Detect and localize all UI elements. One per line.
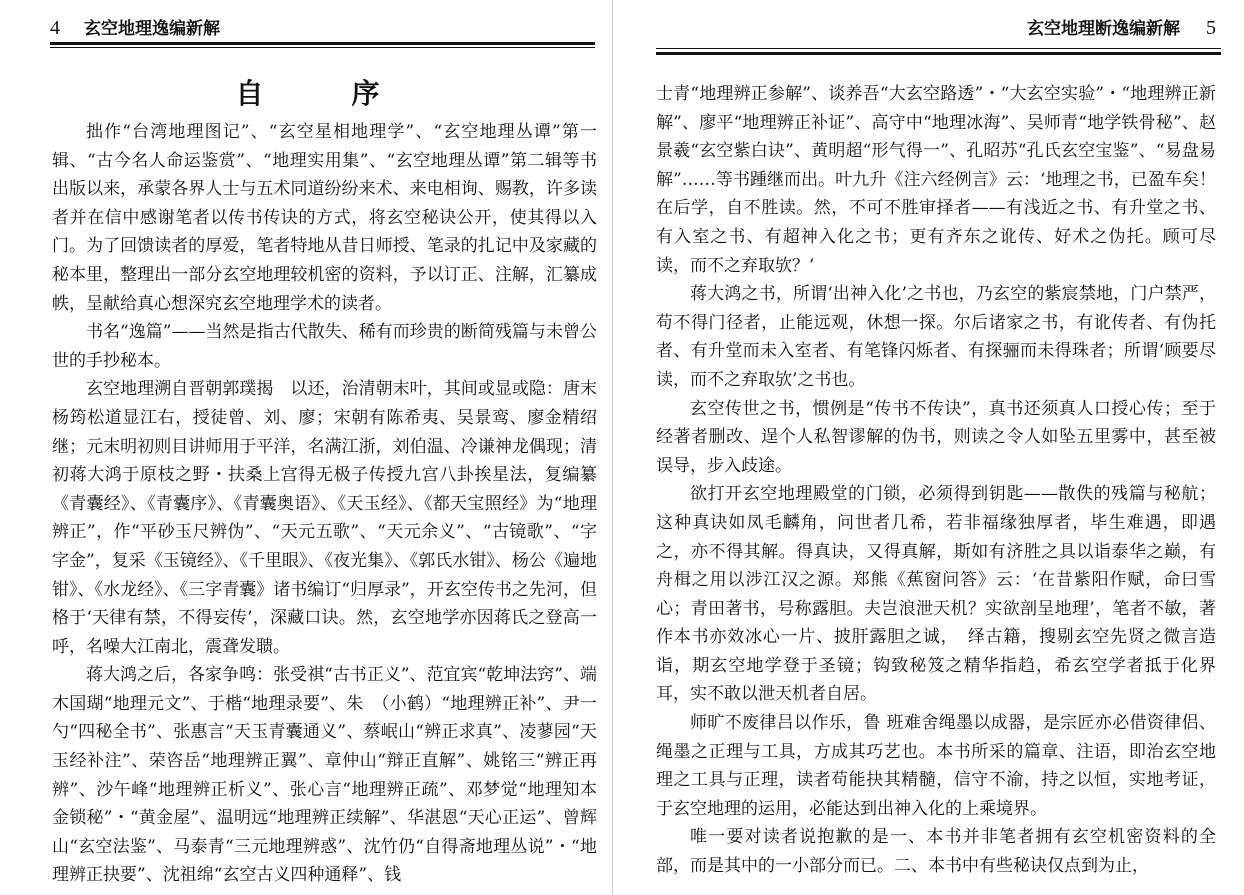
right-page-number: 5 xyxy=(1206,17,1216,39)
right-body-text xyxy=(656,80,1216,881)
right-paragraph-1: 蒋大鸿之书，所谓‘出神入化’之书也，乃玄空的紫宸禁地，门户禁严，苟不得门径者，止能远观，休想一探。尔后诸家之书，有讹传者、有伪托者、有升堂而未入室者、有笔锋闪烁者、有探骊而未得珠者；所谓‘顾要尽读，而不之弃取欤’之书也。 xyxy=(656,284,1216,390)
left-running-head xyxy=(50,14,595,40)
left-paragraph-4: 蒋大鸿之后，各家争鸣：张受祺“古书正义”、范宜宾“乾坤法窍”、端木国瑚“地理元文”、于楷“地理录要”、朱 （小鹤）“地理辨正补”、尹一勺“四秘全书”、张惠言“天玉青囊通义”、蔡岷山“辨正求真”、凌蓼园“天玉经补注”、荣咨岳“地理辨正翼”、章仲山“辩正直解”、姚铭三“辨正再辨”、沙午峰“地理辨正析义”、张心言“地理辨正疏”、邓梦觉“地理知本金锁秘”・“黄金屋”、温明远“地理辨正续解”、华湛恩“天心正运”、曾辉山“玄空法鉴”、马泰青“三元地理辨惑”、沈竹仍“自得斋地理丛说”・“地理辨正抉要”、沈祖绵“玄空古义四种通释”、钱 xyxy=(52,665,597,886)
right-page xyxy=(614,0,1244,895)
right-header-rule-thin xyxy=(656,48,1221,49)
right-running-title: 玄空地理断逸编新解 xyxy=(1027,19,1180,39)
left-page-number: 4 xyxy=(50,17,60,39)
right-header-rule-thick xyxy=(656,52,1221,55)
left-body-text xyxy=(52,118,597,890)
right-paragraph-3: 欲打开玄空地理殿堂的门锁，必须得到钥匙——散佚的残篇与秘航；这种真诀如凤毛麟角，问世者几希，若非福缘独厚者，毕生难遇，即遇之，亦不得其解。得真诀，又得真解，斯如有济胜之具以诣泰华之巅，有舟楫之用以涉江汉之源。郑熊《蕉窗问答》云：‘在昔紫阳作赋，命曰雪心；青田著书，号称露胆。夫岂浪泄天机？实欲剖呈地理’，笔者不敏，著作本书亦效冰心一片、披肝露胆之诚， 绎古籍，搜剔玄空先贤之微言造诣，期玄空地学登于圣镜；钩致秘笈之精华指趋，希玄空学者抵于化界耳，实不敢以泄天机者自居。 xyxy=(656,484,1216,705)
left-paragraph-1: 拙作“台湾地理图记”、“玄空星相地理学”、“玄空地理丛谭”第一辑、“古今名人命运鉴赏”、“地理实用集”、“玄空地理丛谭”第二辑等书出版以来，承蒙各界人士与五术同道纷纷来术、来电相询、赐教，许多读者并在信中感谢笔者以传书传诀的方式，将玄空秘诀公开，使其得以入门。为了回馈读者的厚爱，笔者特地从昔日师授、笔录的扎记中及家藏的秘本里，整理出一部分玄空地理较机密的资料，予以订正、注解，汇纂成帙，呈献给真心想深究玄空地理学术的读者。 xyxy=(52,122,597,314)
right-continuation-paragraph: 士青“地理辨正参解”、谈养吾“大玄空路透”・“大玄空实验”・“地理辨正新解”、廖平“地理辨正补证”、高守中“地理冰海”、吴师青“地学铁骨秘”、赵景羲“玄空紫白诀”、黄明超“形气得一”、孔昭苏“孔氏玄空宝鉴”、“易盘易解”……等书踵继而出。叶九升《注六经例言》云：‘地理之书，已盈车矣！在后学，自不胜读。然，不可不胜审择者——有浅近之书、有升堂之书、有入室之书、有超神入化之书；更有齐东之讹传、好术之伪托。顾可尽读，而不之弃取欤？’ xyxy=(656,84,1216,276)
right-running-head xyxy=(656,14,1216,40)
left-running-title: 玄空地理逸编新解 xyxy=(84,19,220,39)
left-header-rule-thin xyxy=(50,47,595,48)
left-paragraph-3: 玄空地理溯自晋朝郭璞揭 以还，治清朝末叶，其间或显或隐：唐末杨筠松道显江右，授徒曾、刘、廖；宋朝有陈希夷、吴景鸾、廖金精绍继；元末明初则目讲师用于平洋，名满江浙，刘伯温、冷谦神龙偶现；清初蒋大鸿于原枝之野・扶桑上宫得无极子传授九宫八卦挨星法，复编纂《青囊经》、《青囊序》、《青囊奥语》、《天玉经》、《都天宝照经》为“地理辨正”，作“平砂玉尺辨伪”、“天元五歌”、“天元余义”、“古镜歌”、“字字金”，复采《玉镜经》、《千里眼》、《夜光集》、《郭氏水钳》、杨公《遍地钳》、《水龙经》、《三字青囊》诸书编订“归厚录”，开玄空传书之先河，但格于‘天律有禁，不得妄传’，深藏口诀。然，玄空地学亦因蒋氏之登高一呼，名噪大江南北，震聋发聩。 xyxy=(52,379,597,657)
left-page xyxy=(0,0,613,895)
left-paragraph-2: 书名“逸篇”——当然是指古代散失、稀有而珍贵的断简残篇与未曾公世的手抄秘本。 xyxy=(52,322,597,371)
right-paragraph-4: 师旷不废律吕以作乐，鲁 班难舍绳墨以成器，是宗匠亦必借资律侣、绳墨之正理与工具，方成其巧艺也。本书所采的篇章、注语，即治玄空地理之工具与正理，读者苟能抉其精髓，信守不渝，持之以恒，实地考证，于玄空地理的运用，必能达到出神入化的上乘境界。 xyxy=(656,713,1216,819)
left-header-rule-thick xyxy=(50,42,595,45)
right-paragraph-2: 玄空传世之书，惯例是“传书不传诀”，真书还须真人口授心传；至于经著者删改、逞个人私智谬解的伪书，则读之令人如坠五里雾中，甚至被误导，步入歧途。 xyxy=(656,398,1216,476)
preface-heading: 自 序 xyxy=(235,77,410,110)
right-paragraph-5: 唯一要对读者说抱歉的是一、本书并非笔者拥有玄空机密资料的全部，而是其中的一小部分而已。二、本书中有些秘诀仅点到为止， xyxy=(656,827,1216,877)
